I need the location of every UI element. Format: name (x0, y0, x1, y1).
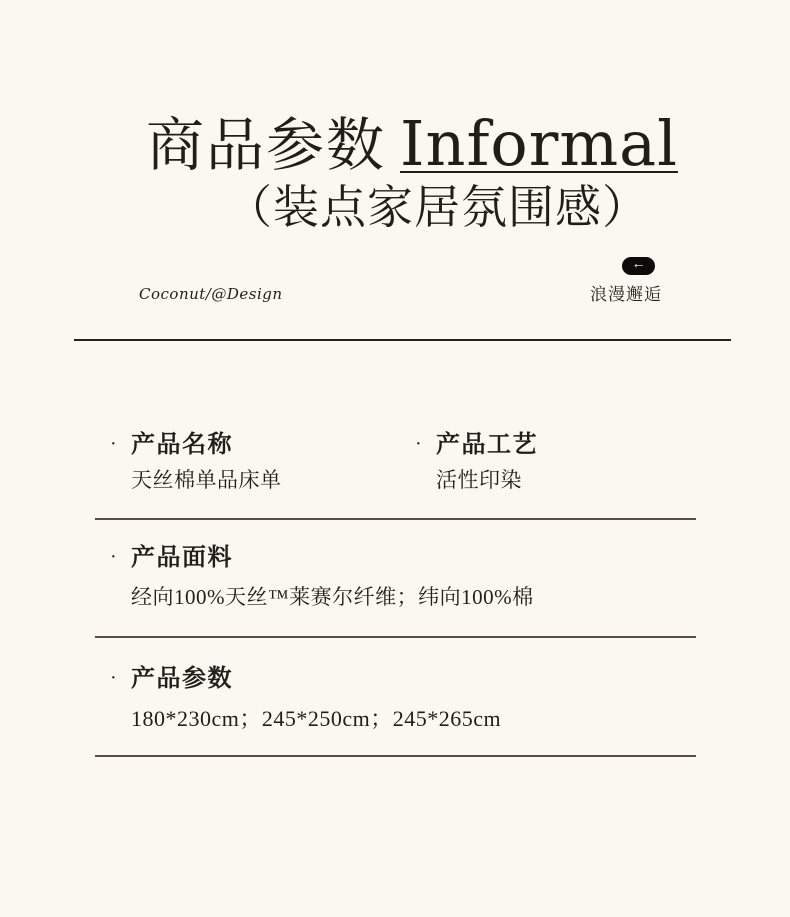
spec-section-size (110, 665, 502, 732)
page-title-chinese: 商品参数 (146, 113, 387, 178)
spec-label-text: 产品名称 (131, 432, 233, 458)
bullet-dot: · (415, 433, 424, 455)
bullet-dot: · (110, 433, 119, 455)
back-button[interactable] (622, 257, 655, 275)
page-title (146, 108, 678, 183)
section-divider (95, 636, 696, 638)
tagline-text: 浪漫邂逅 (590, 285, 662, 304)
spec-label (110, 431, 282, 460)
spec-label (415, 431, 538, 460)
spec-label-text: 产品参数 (131, 666, 233, 692)
page-title-english: Informal (400, 107, 678, 180)
spec-section-name (110, 431, 282, 493)
spec-label (110, 544, 534, 573)
spec-section-craft (415, 431, 538, 493)
section-divider (95, 755, 696, 757)
bullet-dot: · (110, 667, 119, 689)
arrow-left-icon: ← (631, 257, 646, 272)
section-divider (95, 518, 696, 520)
brand-credit: Coconut/@Design (139, 285, 283, 303)
spec-value: 180*230cm；245*250cm；245*265cm (131, 705, 502, 731)
header-divider (74, 339, 731, 341)
spec-label-text: 产品工艺 (436, 432, 538, 458)
bullet-dot: · (110, 546, 119, 568)
spec-label-text: 产品面料 (131, 545, 233, 571)
page-subtitle: （装点家居氛围感） (226, 182, 649, 233)
spec-label (110, 665, 501, 694)
spec-value: 天丝棉单品床单 (131, 467, 282, 492)
spec-section-fabric (110, 544, 534, 610)
spec-value: 活性印染 (436, 467, 522, 492)
spec-value: 经向100%天丝™莱赛尔纤维；纬向100%棉 (131, 584, 534, 609)
